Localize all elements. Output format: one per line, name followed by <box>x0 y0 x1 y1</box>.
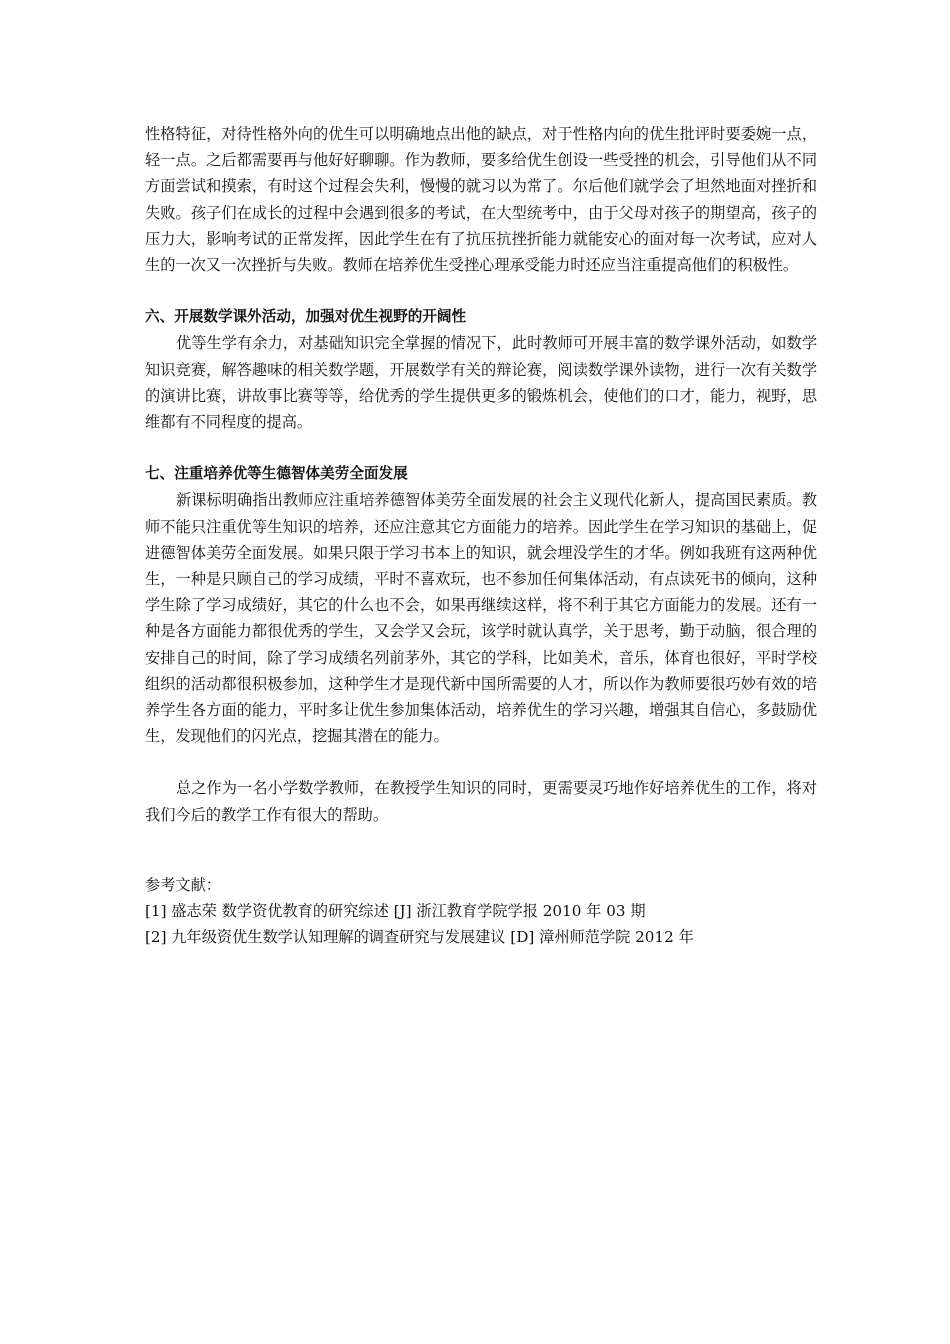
reference-item: [2] 九年级资优生数学认知理解的调查研究与发展建议 [D] 漳州师范学院 2012 年 <box>145 928 694 947</box>
reference-item: [1] 盛志荣 数学资优教育的研究综述 [J] 浙江教育学院学报 2010 年 03 期 <box>145 902 646 921</box>
references-title: 参考文献： <box>145 875 221 894</box>
paragraph-conclusion: 总之作为一名小学数学教师，在教授学生知识的同时，更需要灵巧地作好培养优生的工作，将对我们今后的教学工作有很大的帮助。 <box>145 779 817 824</box>
spacer <box>145 828 817 872</box>
spacer <box>145 435 817 461</box>
document-page <box>145 121 817 950</box>
paragraph-personality: 性格特征，对待性格外向的优生可以明确地点出他的缺点，对于性格内向的优生批评时要委婉一点，轻一点。之后都需要再与他好好聊聊。作为教师，要多给优生创设一些受挫的机会，引导他们从不同方面尝试和摸索，有时这个过程会失利，慢慢的就习以为常了。尔后他们就学会了坦然地面对挫折和失败。孩子们在成长的过程中会遇到很多的考试，在大型统考中，由于父母对孩子的期望高，孩子的压力大，影响考试的正常发挥，因此学生在有了抗压抗挫折能力就能安心的面对每一次考试，应对人生的一次又一次挫折与失败。教师在培养优生受挫心理承受能力时还应当注重提高他们的积极性。 <box>145 125 817 275</box>
paragraph-extracurricular: 优等生学有余力，对基础知识完全掌握的情况下，此时教师可开展丰富的数学课外活动，如数学知识竞赛，解答趣味的相关数学题，开展数学有关的辩论赛，阅读数学课外读物，进行一次有关数学的演讲比赛，讲故事比赛等等，给优秀的学生提供更多的锻炼机会，使他们的口才，能力，视野，思维都有不同程度的提高。 <box>145 334 817 432</box>
section-heading-7: 七、注重培养优等生德智体美劳全面发展 <box>145 465 408 483</box>
spacer <box>145 749 817 775</box>
spacer <box>145 278 817 304</box>
paragraph-all-round-development: 新课标明确指出教师应注重培养德智体美劳全面发展的社会主义现代化新人，提高国民素质。教师不能只注重优等生知识的培养，还应注意其它方面能力的培养。因此学生在学习知识的基础上，促进德智体美劳全面发展。如果只限于学习书本上的知识，就会埋没学生的才华。例如我班有这两种优生，一种是只顾自己的学习成绩，平时不喜欢玩，也不参加任何集体活动，有点读死书的倾向，这种学生除了学习成绩好，其它的什么也不会，如果再继续这样，将不利于其它方面能力的发展。还有一种是各方面能力都很优秀的学生，又会学又会玩，该学时就认真学，关于思考，勤于动脑，很合理的安排自己的时间，除了学习成绩名列前茅外，其它的学科，比如美术，音乐，体育也很好，平时学校组织的活动都很积极参加，这种学生才是现代新中国所需要的人才，所以作为教师要很巧妙有效的培养学生各方面的能力，平时多让优生参加集体活动，培养优生的学习兴趣，增强其自信心，多鼓励优生，发现他们的闪光点，挖掘其潜在的能力。 <box>145 491 817 746</box>
section-heading-6: 六、开展数学课外活动，加强对优生视野的开阔性 <box>145 308 467 326</box>
